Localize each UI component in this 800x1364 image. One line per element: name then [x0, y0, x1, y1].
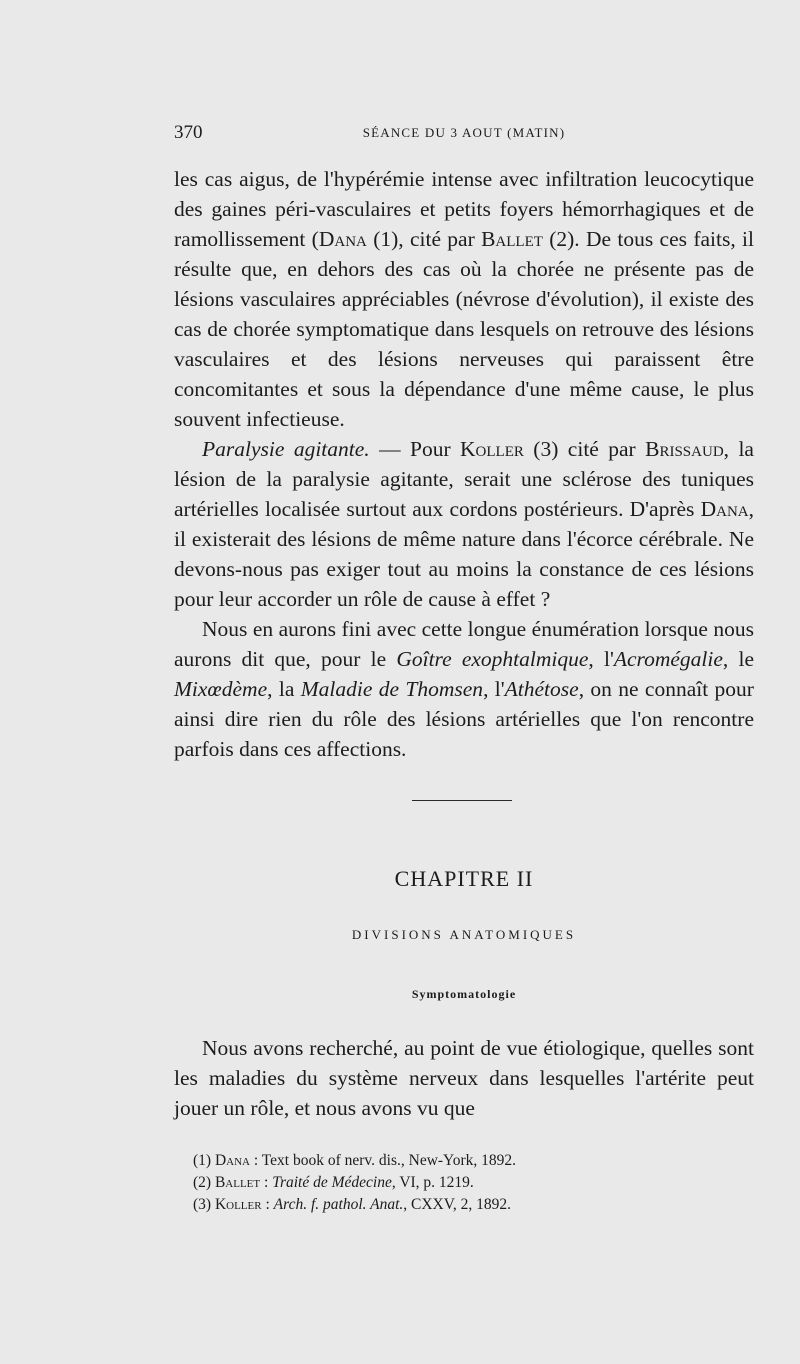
section-title: Symptomatologie	[411, 987, 517, 1001]
chapter-subtitle: DIVISIONS ANATOMIQUES	[351, 927, 577, 942]
paragraph-3: Nous en aurons fini avec cette longue énumération lorsque nous aurons dit que, pour le Goître exophtalmique, l'Acromégalie, le Mixœdème, la Maladie de Thomsen, l'Athétose, on ne connaît pour ainsi dire rien du rôle des lésions artérielles que l'on rencontre parfois dans ces affections.	[174, 617, 754, 761]
chapter-title: CHAPITRE II	[394, 866, 534, 891]
chapter-text	[174, 1033, 754, 1123]
paragraph-1: les cas aigus, de l'hypérémie intense avec infiltration leucocytique des gaines péri-vasculaires et petits foyers hémorrhagiques et de ramollissement (Dana (1), cité par Ballet (2). De tous ces faits, il résulte que, en dehors des cas où la chorée ne présente pas de lésions vasculaires appréciables (névrose d'évolution), il existe des cas de chorée symptomatique dans lesquels on retrouve des lésions vasculaires et des lésions nerveuses qui paraissent être concomitantes et sous la dépendance d'une même cause, le plus souvent infectieuse.	[174, 167, 754, 431]
author-name: Dana	[700, 497, 749, 521]
footnotes	[193, 1150, 753, 1216]
author-name: Ballet	[481, 227, 543, 251]
section-divider	[412, 800, 512, 801]
page-number: 370	[174, 122, 203, 143]
author-name: Dana	[318, 227, 367, 251]
paragraph-4: Nous avons recherché, au point de vue étiologique, quelles sont les maladies du système nerveux dans lesquelles l'artérite peut jouer un rôle, et nous avons vu que	[174, 1036, 754, 1120]
footnote: (1) Dana : Text book of nerv. dis., New-York, 1892.	[193, 1152, 516, 1169]
disease-heading: Paralysie agitante.	[202, 437, 370, 461]
author-name: Koller	[460, 437, 524, 461]
footnote: (2) Ballet : Traité de Médecine, VI, p. 1219.	[193, 1174, 474, 1191]
author-name: Brissaud	[645, 437, 724, 461]
page-header	[174, 122, 754, 146]
paragraph-2: Paralysie agitante. — Pour Koller (3) cité par Brissaud, la lésion de la paralysie agitante, serait une sclérose des tuniques artérielles localisée surtout aux cordons postérieurs. D'après Dana, il existerait des lésions de même nature dans l'écorce cérébrale. Ne devons-nous pas exiger tout au moins la constance de ces lésions pour leur accorder un rôle de cause à effet ?	[174, 437, 754, 611]
main-text	[174, 164, 754, 764]
running-head: SÉANCE DU 3 AOUT (MATIN)	[362, 125, 566, 140]
footnote: (3) Koller : Arch. f. pathol. Anat., CXXV, 2, 1892.	[193, 1196, 512, 1213]
